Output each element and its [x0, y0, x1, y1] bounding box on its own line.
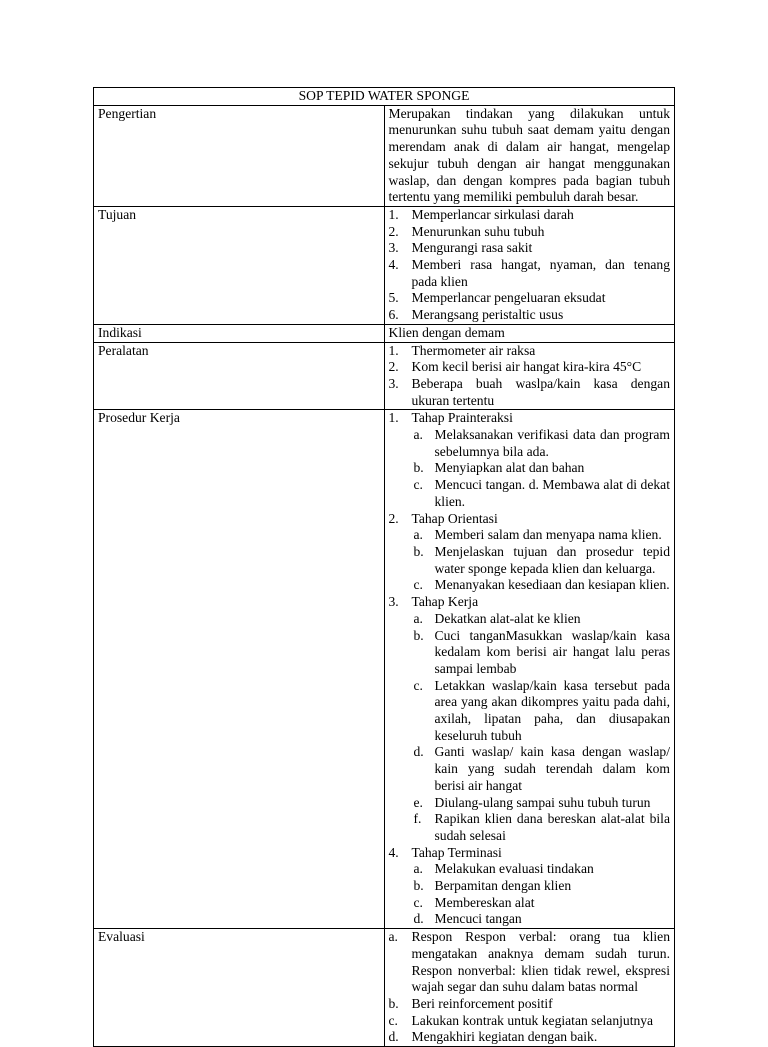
title-row	[94, 88, 675, 106]
list-item	[389, 290, 671, 307]
stage-item	[389, 511, 671, 528]
list-item-text: Tahap Prainteraksi	[411, 410, 513, 426]
list-marker: c.	[388, 1012, 398, 1028]
list-marker: 3.	[388, 240, 399, 256]
row-indikasi	[94, 324, 675, 342]
list-marker: 3.	[388, 375, 399, 391]
label-evaluasi: Evaluasi	[94, 929, 385, 1047]
label-pengertian: Pengertian	[94, 105, 385, 206]
stage-item	[389, 410, 671, 427]
label-indikasi: Indikasi	[94, 324, 385, 342]
step-item	[389, 477, 671, 510]
list-item-text: Berpamitan dengan klien	[434, 878, 572, 894]
list-marker: b.	[413, 878, 424, 894]
label-peralatan: Peralatan	[94, 342, 385, 410]
list-item-text: Melakukan evaluasi tindakan	[434, 861, 594, 877]
indikasi-text: Klien dengan demam	[384, 324, 675, 342]
list-item-text: Merangsang peristaltic usus	[411, 307, 564, 323]
document-title: SOP TEPID WATER SPONGE	[94, 88, 675, 106]
list-marker: f.	[413, 811, 422, 827]
list-marker: b.	[413, 543, 424, 559]
prosedur-list	[384, 410, 675, 929]
list-marker: a.	[413, 427, 423, 443]
step-item	[389, 527, 671, 544]
list-item	[389, 207, 671, 224]
list-marker: d.	[388, 1029, 399, 1045]
list-item-text: Kom kecil berisi air hangat kira-kira 45°C	[411, 359, 642, 375]
list-item-text: Beri reinforcement positif	[411, 995, 553, 1011]
list-item	[389, 343, 671, 360]
list-marker: d.	[413, 744, 424, 760]
label-prosedur: Prosedur Kerja	[94, 410, 385, 929]
list-item	[389, 996, 671, 1013]
list-marker: 6.	[388, 307, 399, 323]
list-item-text: Memberi rasa hangat, nyaman, dan tenang pada klien	[411, 257, 670, 289]
list-item-text: Ganti waslap/ kain kasa dengan waslap/ kain yang sudah terendah dalam kom berisi air hangat	[434, 744, 670, 793]
step-item	[389, 878, 671, 895]
list-marker: 3.	[388, 594, 399, 610]
list-marker: a.	[413, 861, 423, 877]
step-item	[389, 678, 671, 745]
tujuan-list	[384, 206, 675, 324]
list-item-text: Mengakhiri kegiatan dengan baik.	[411, 1029, 598, 1045]
list-item	[389, 359, 671, 376]
step-item	[389, 744, 671, 794]
list-item	[389, 257, 671, 290]
list-item-text: Menjelaskan tujuan dan prosedur tepid water sponge kepada klien dan keluarga.	[434, 543, 670, 576]
list-marker: d.	[413, 911, 424, 927]
list-item-text: Tahap Orientasi	[411, 510, 498, 526]
list-marker: a.	[413, 527, 423, 543]
row-prosedur	[94, 410, 675, 929]
step-item	[389, 544, 671, 577]
list-item	[389, 929, 671, 996]
step-item	[389, 861, 671, 878]
list-item	[389, 376, 671, 409]
label-tujuan: Tujuan	[94, 206, 385, 324]
row-peralatan	[94, 342, 675, 410]
pengertian-text: Merupakan tindakan yang dilakukan untuk menurunkan suhu tubuh saat demam yaitu dengan merendam anak di dalam air hangat, mengelap sekujur tubuh dengan air hangat menggunakan waslap, dan dengan kompres pada bagian tubuh tertentu yang memiliki pembuluh darah besar.	[384, 105, 675, 206]
list-marker: 1.	[388, 410, 399, 426]
list-marker: 5.	[388, 290, 399, 306]
row-evaluasi	[94, 929, 675, 1047]
step-item	[389, 427, 671, 460]
evaluasi-list	[384, 929, 675, 1047]
list-item-text: Diulang-ulang sampai suhu tubuh turun	[434, 794, 651, 810]
list-marker: 4.	[388, 257, 399, 273]
step-item	[389, 628, 671, 678]
list-item-text: Rapikan klien dana bereskan alat-alat bila sudah selesai	[434, 811, 670, 843]
peralatan-list	[384, 342, 675, 410]
stage-item	[389, 845, 671, 862]
list-item-text: Membereskan alat	[434, 894, 535, 910]
list-item-text: Memberi salam dan menyapa nama klien.	[434, 527, 662, 543]
list-marker: 2.	[388, 223, 399, 239]
list-item-text: Respon Respon verbal: orang tua klien mengatakan anaknya demam sudah turun. Respon nonverbal: klien tidak rewel, ekspresi wajah segar dan suhu dalam batas normal	[411, 929, 670, 995]
list-marker: c.	[413, 677, 423, 693]
list-marker: b.	[413, 460, 424, 476]
list-marker: b.	[413, 627, 424, 643]
step-item	[389, 911, 671, 928]
list-item-text: Cuci tanganMasukkan waslap/kain kasa kedalam kom berisi air hangat lalu peras sampai lembab	[434, 627, 670, 676]
list-item-text: Lakukan kontrak untuk kegiatan selanjutnya	[411, 1012, 654, 1028]
stage-item	[389, 594, 671, 611]
list-marker: 2.	[388, 510, 399, 526]
list-item-text: Beberapa buah waslpa/kain kasa dengan ukuran tertentu	[411, 375, 670, 408]
list-item-text: Memperlancar pengeluaran eksudat	[411, 290, 606, 306]
step-item	[389, 795, 671, 812]
list-marker: c.	[413, 477, 423, 493]
step-item	[389, 895, 671, 912]
list-item-text: Mencuci tangan	[434, 911, 522, 927]
list-item	[389, 1029, 671, 1046]
list-item-text: Mencuci tangan. d. Membawa alat di dekat klien.	[434, 477, 670, 509]
row-pengertian	[94, 105, 675, 206]
list-marker: b.	[388, 995, 399, 1011]
list-item-text: Menanyakan kesediaan dan kesiapan klien.	[434, 577, 670, 593]
list-marker: a.	[388, 929, 398, 945]
sop-table	[93, 87, 675, 1047]
list-item-text: Menurunkan suhu tubuh	[411, 223, 545, 239]
list-marker: 1.	[388, 342, 399, 358]
list-marker: e.	[413, 794, 423, 810]
step-item	[389, 811, 671, 844]
list-marker: a.	[413, 610, 423, 626]
list-item-text: Thermometer air raksa	[411, 342, 536, 358]
list-marker: c.	[413, 894, 423, 910]
list-marker: c.	[413, 577, 423, 593]
list-item	[389, 1013, 671, 1030]
list-item-text: Tahap Kerja	[411, 594, 479, 610]
list-item-text: Memperlancar sirkulasi darah	[411, 206, 574, 222]
list-item	[389, 224, 671, 241]
list-item-text: Menyiapkan alat dan bahan	[434, 460, 585, 476]
row-tujuan	[94, 206, 675, 324]
list-item-text: Melaksanakan verifikasi data dan program sebelumnya bila ada.	[434, 427, 670, 459]
list-item	[389, 307, 671, 324]
list-item-text: Letakkan waslap/kain kasa tersebut pada area yang akan dikompres yaitu pada dahi, axilah, lipatan paha, dan diusapakan keseluruh tubuh	[434, 677, 670, 743]
step-item	[389, 460, 671, 477]
step-item	[389, 611, 671, 628]
step-item	[389, 577, 671, 594]
list-item-text: Dekatkan alat-alat ke klien	[434, 610, 581, 626]
list-item-text: Mengurangi rasa sakit	[411, 240, 533, 256]
list-marker: 1.	[388, 206, 399, 222]
list-marker: 4.	[388, 844, 399, 860]
list-marker: 2.	[388, 359, 399, 375]
list-item	[389, 240, 671, 257]
list-item-text: Tahap Terminasi	[411, 844, 502, 860]
